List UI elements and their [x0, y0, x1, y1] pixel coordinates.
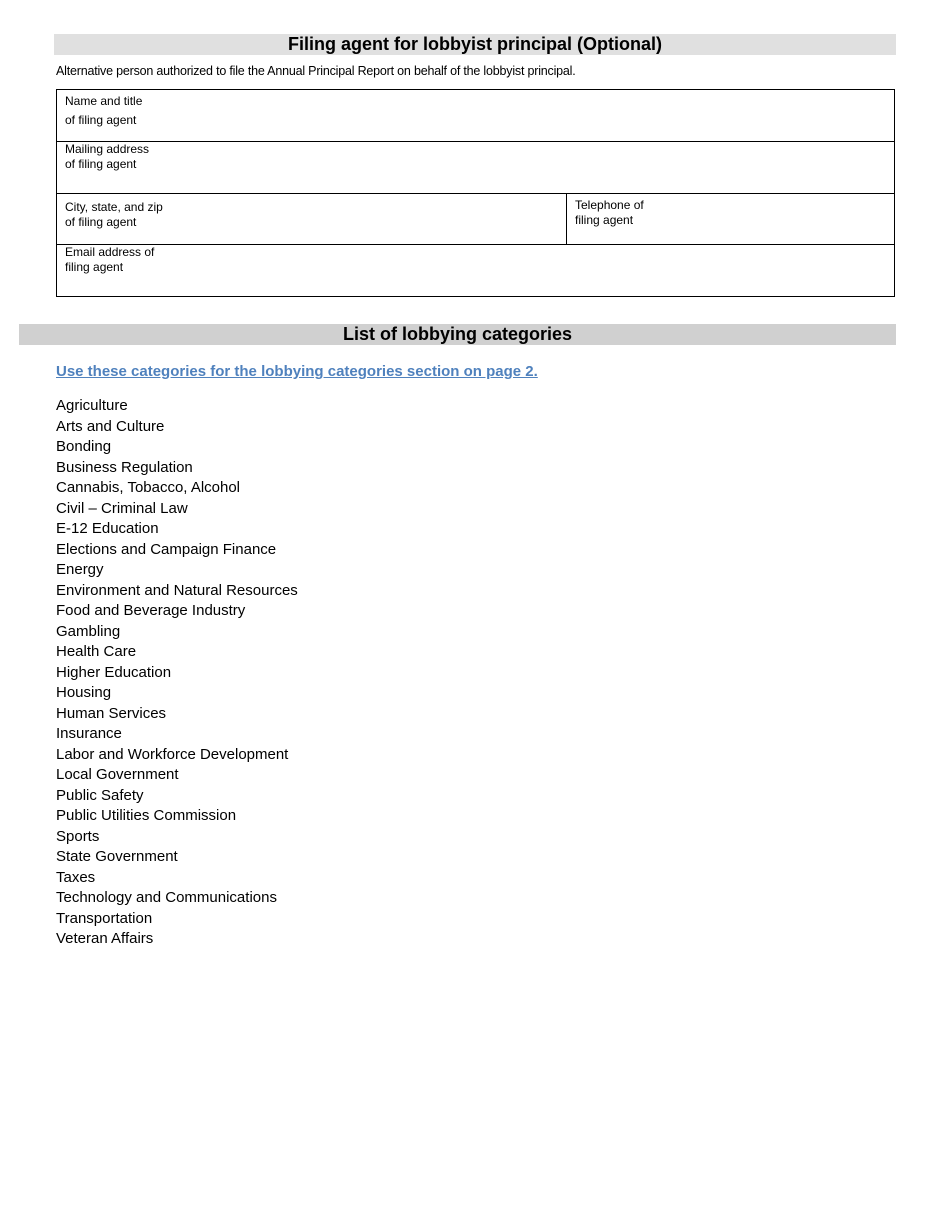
category-item: Cannabis, Tobacco, Alcohol: [56, 479, 241, 496]
lobbying-categories-section-title: List of lobbying categories: [19, 324, 896, 345]
city-telephone-row: [57, 194, 894, 245]
filing-agent-form: [56, 89, 895, 297]
category-item: E-12 Education: [56, 520, 159, 537]
category-item: Business Regulation: [56, 458, 193, 476]
category-item: Insurance: [56, 725, 122, 742]
lobbying-categories-list: [56, 396, 298, 950]
category-item: Elections and Campaign Finance: [56, 540, 277, 558]
category-item: Food and Beverage Industry: [56, 602, 246, 619]
email-label: Email address of filing agent: [65, 245, 155, 274]
category-item: Energy: [56, 561, 104, 578]
category-item: Human Services: [56, 704, 167, 722]
category-item: Public Safety: [56, 786, 144, 804]
city-state-zip-field[interactable]: [57, 194, 566, 244]
category-item: Environment and Natural Resources: [56, 581, 298, 599]
category-item: Sports: [56, 827, 100, 845]
category-item: Transportation: [56, 909, 153, 927]
categories-usage-link[interactable]: Use these categories for the lobbying categories section on page 2.: [56, 363, 538, 380]
category-item: Health Care: [56, 643, 137, 660]
category-item: Civil – Criminal Law: [56, 499, 188, 517]
category-item: Labor and Workforce Development: [56, 745, 289, 763]
category-item: Agriculture: [56, 397, 128, 414]
category-item: Local Government: [56, 766, 179, 783]
filing-agent-section-title: Filing agent for lobbyist principal (Optional): [54, 34, 896, 55]
telephone-field[interactable]: [567, 194, 894, 244]
mailing-address-field[interactable]: [57, 142, 894, 194]
category-item: Housing: [56, 684, 112, 701]
category-item: Taxes: [56, 868, 96, 886]
telephone-label: Telephone of filing agent: [575, 198, 644, 227]
name-title-field[interactable]: [57, 90, 894, 142]
category-item: Veteran Affairs: [56, 930, 154, 947]
category-item: State Government: [56, 848, 178, 865]
city-state-zip-label: City, state, and zip of filing agent: [65, 200, 163, 229]
category-item: Higher Education: [56, 663, 172, 681]
filing-agent-description: Alternative person authorized to file the Annual Principal Report on behalf of the lobbyist principal.: [56, 64, 576, 78]
mailing-address-label: Mailing address of filing agent: [65, 142, 150, 171]
email-field[interactable]: [57, 245, 894, 296]
category-item: Technology and Communications: [56, 889, 277, 906]
category-item: Public Utilities Commission: [56, 807, 237, 824]
category-item: Bonding: [56, 438, 112, 455]
category-item: Arts and Culture: [56, 417, 165, 435]
category-item: Gambling: [56, 622, 121, 640]
name-title-label: Name and title of filing agent: [65, 94, 143, 127]
